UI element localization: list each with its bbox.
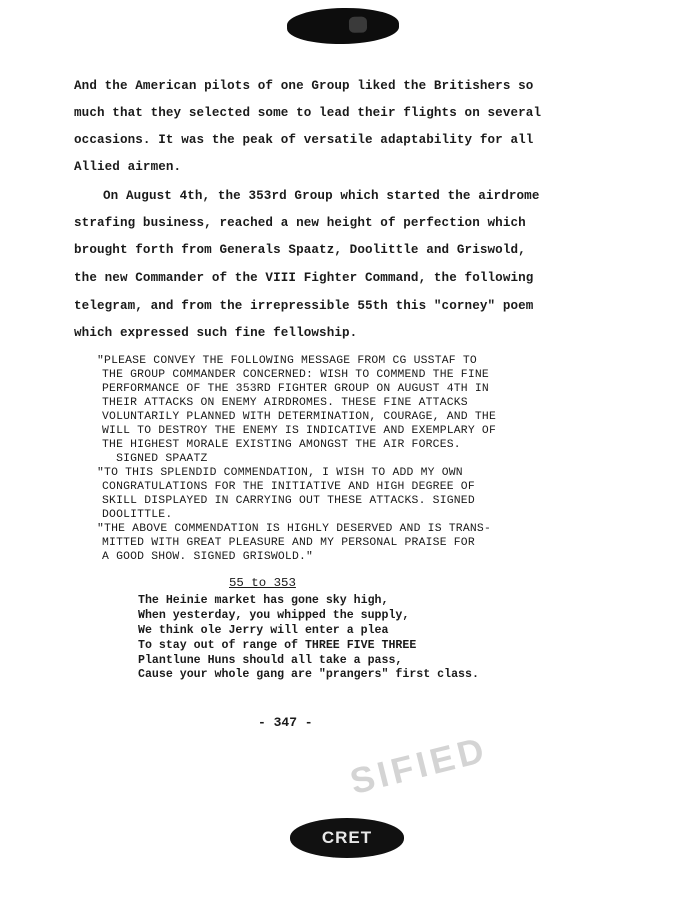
body-line-7: brought forth from Generals Spaatz, Doolittle and Griswold, (74, 243, 526, 257)
quote-line-4: THEIR ATTACKS ON ENEMY AIRDROMES. THESE FINE ATTACKS (102, 397, 468, 409)
declassified-stamp (346, 704, 598, 840)
quote-line-13: "THE ABOVE COMMENDATION IS HIGHLY DESERVED AND IS TRANS- (97, 523, 491, 535)
poem-line-2: When yesterday, you whipped the supply, (138, 609, 410, 622)
quote-line-15: A GOOD SHOW. SIGNED GRISWOLD." (102, 551, 314, 563)
body-line-10: which expressed such fine fellowship. (74, 326, 358, 340)
poem-line-1: The Heinie market has gone sky high, (138, 594, 389, 607)
poem-line-5: Plantlune Huns should all take a pass, (138, 654, 403, 667)
quote-line-9: "TO THIS SPLENDID COMMENDATION, I WISH TO ADD MY OWN (97, 467, 463, 479)
quote-line-14: MITTED WITH GREAT PLEASURE AND MY PERSONAL PRAISE FOR (102, 537, 475, 549)
quote-line-11: SKILL DISPLAYED IN CARRYING OUT THESE ATTACKS. SIGNED (102, 495, 475, 507)
redaction-stamp-bottom (290, 818, 404, 858)
body-line-4: Allied airmen. (74, 160, 182, 174)
quote-line-12: DOOLITTLE. (102, 509, 173, 521)
poem-line-6: Cause your whole gang are "prangers" first class. (138, 668, 479, 681)
poem-title: 55 to 353 (229, 576, 296, 590)
body-line-2: much that they selected some to lead their flights on several (74, 106, 542, 120)
poem-line-4: To stay out of range of THREE FIVE THREE (138, 639, 417, 652)
quote-line-7: THE HIGHEST MORALE EXISTING AMONGST THE AIR FORCES. (102, 439, 461, 451)
body-line-5: On August 4th, the 353rd Group which started the airdrome (103, 189, 540, 203)
quote-line-5: VOLUNTARILY PLANNED WITH DETERMINATION, COURAGE, AND THE (102, 411, 496, 423)
redaction-stamp-top (287, 7, 400, 45)
page-number: - 347 - (258, 715, 313, 730)
quote-line-6: WILL TO DESTROY THE ENEMY IS INDICATIVE AND EXEMPLARY OF (102, 425, 496, 437)
quote-line-8: SIGNED SPAATZ (102, 453, 208, 465)
quote-line-10: CONGRATULATIONS FOR THE INITIATIVE AND HIGH DEGREE OF (102, 481, 475, 493)
body-line-8: the new Commander of the VIII Fighter Command, the following (74, 271, 534, 285)
quote-line-2: THE GROUP COMMANDER CONCERNED: WISH TO COMMEND THE FINE (102, 369, 489, 381)
stamp-bottom-text: CRET (321, 828, 373, 847)
body-line-3: occasions. It was the peak of versatile adaptability for all (74, 133, 534, 147)
declassified-stamp-text: SIFIED (345, 728, 492, 803)
quote-line-1: "PLEASE CONVEY THE FOLLOWING MESSAGE FROM CG USSTAF TO (97, 355, 477, 367)
body-line-6: strafing business, reached a new height of perfection which (74, 216, 526, 230)
body-line-1: And the American pilots of one Group liked the Britishers so (74, 79, 534, 93)
poem-line-3: We think ole Jerry will enter a plea (138, 624, 389, 637)
body-line-9: telegram, and from the irrepressible 55th this "corney" poem (74, 299, 534, 313)
quote-line-3: PERFORMANCE OF THE 353RD FIGHTER GROUP ON AUGUST 4TH IN (102, 383, 489, 395)
